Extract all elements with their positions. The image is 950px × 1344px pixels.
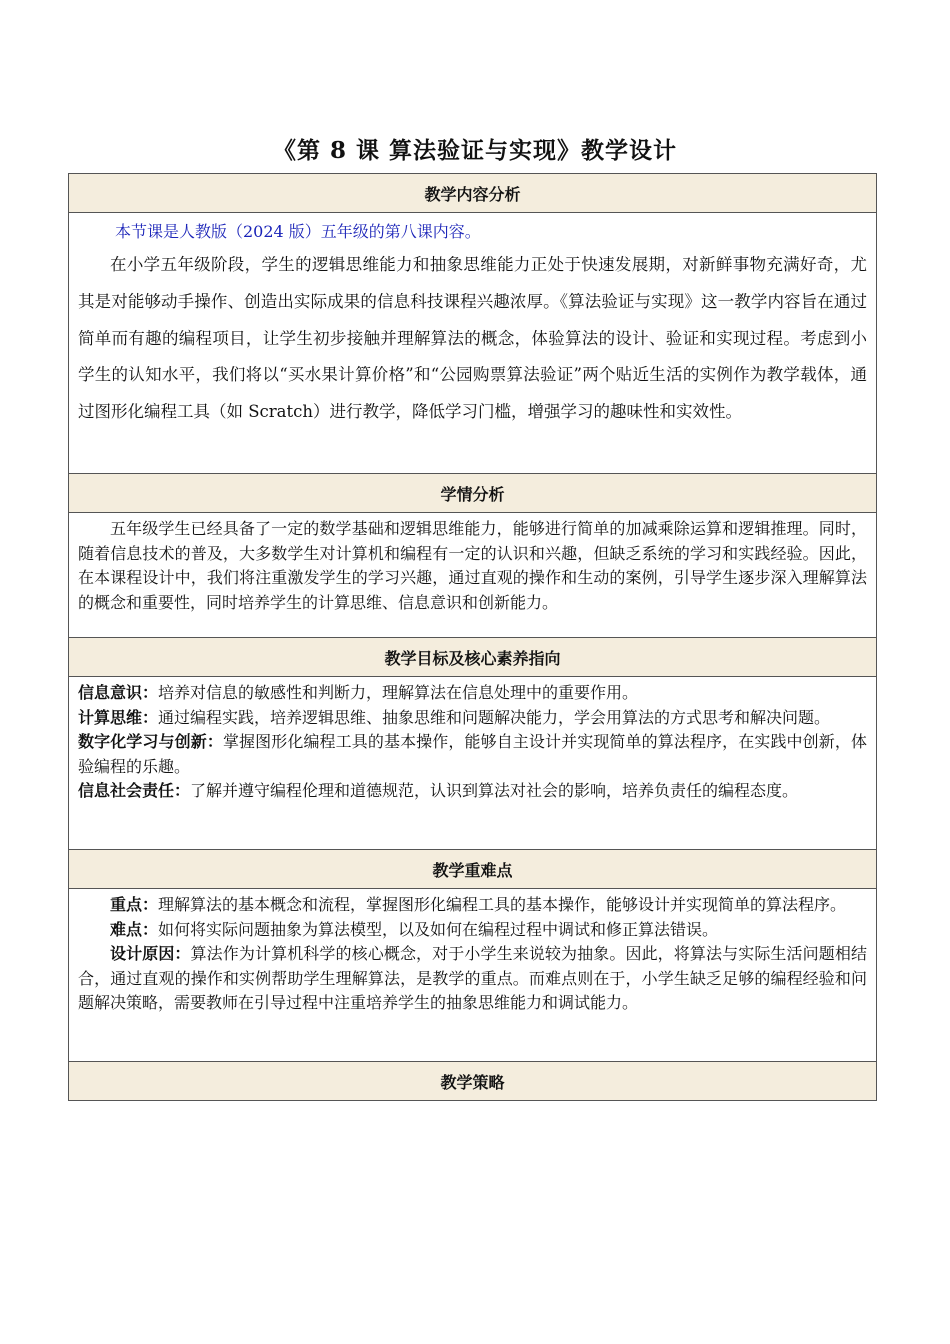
goal-item-text: 掌握图形化编程工具的基本操作，能够自主设计并实现简单的算法程序，在实践中创新，体验编程的乐趣。: [78, 732, 867, 776]
goals-cell: [69, 677, 877, 850]
content-analysis-header: [69, 174, 877, 213]
goal-item-text: 通过编程实践，培养逻辑思维、抽象思维和问题解决能力，学会用算法的方式思考和解决问题。: [158, 707, 831, 727]
goal-item-label: 信息意识：: [78, 683, 159, 702]
goal-item-label: 数字化学习与创新：: [78, 732, 223, 751]
key-point-label: 设计原因：: [110, 944, 191, 963]
goals-header-label: 教学目标及核心素养指向: [384, 648, 561, 668]
key-points-cell: [69, 889, 877, 1062]
key-point-item: [78, 893, 867, 918]
learner-analysis-body: 五年级学生已经具备了一定的数学基础和逻辑思维能力，能够进行简单的加减乘除运算和逻辑推理。同时，随着信息技术的普及，大多数学生对计算机和编程有一定的认识和兴趣，但缺乏系统的学习和实践经验。因此，在本课程设计中，我们将注重激发学生的学习兴趣，通过直观的操作和生动的案例，引导学生逐步深入理解算法的概念和重要性，同时培养学生的计算思维、信息意识和创新能力。: [78, 519, 867, 612]
key-point-item: [78, 942, 867, 1016]
document-title: 《第 8 课 算法验证与实现》教学设计: [272, 137, 678, 164]
key-point-label: 重点：: [110, 895, 159, 914]
lesson-plan-table: [68, 173, 877, 1101]
goal-item: [78, 730, 867, 779]
goal-item: [78, 706, 867, 731]
goal-item: [78, 779, 867, 804]
key-point-text: 如何将实际问题抽象为算法模型，以及如何在编程过程中调试和修正算法错误。: [158, 919, 719, 939]
content-analysis-header-label: 教学内容分析: [424, 184, 521, 204]
goal-item-text: 了解并遵守编程伦理和道德规范，认识到算法对社会的影响，培养负责任的编程态度。: [190, 781, 799, 800]
key-point-text: 理解算法的基本概念和流程，掌握图形化编程工具的基本操作，能够设计并实现简单的算法程序。: [158, 895, 847, 914]
goal-item-label: 信息社会责任：: [78, 781, 191, 800]
strategy-header: [69, 1062, 877, 1101]
content-analysis-body: 在小学五年级阶段，学生的逻辑思维能力和抽象思维能力正处于快速发展期，对新鲜事物充满好奇，尤其是对能够动手操作、创造出实际成果的信息科技课程兴趣浓厚。《算法验证与实现》这一教学内容旨在通过简单而有趣的编程项目，让学生初步接触并理解算法的概念，体验算法的设计、验证和实现过程。考虑到小学生的认知水平，我们将以“买水果计算价格”和“公园购票算法验证”两个贴近生活的实例作为教学载体，通过图形化编程工具（如 Scratch）进行教学，降低学习门槛，增强学习的趣味性和实效性。: [78, 255, 867, 422]
learner-analysis-header: [69, 474, 877, 513]
learner-analysis-header-label: 学情分析: [440, 484, 505, 504]
key-points-header-label: 教学重难点: [432, 860, 513, 880]
goals-header: [69, 638, 877, 677]
goal-item: [78, 681, 867, 706]
key-point-text: 算法作为计算机科学的核心概念，对于小学生来说较为抽象。因此，将算法与实际生活问题相结合，通过直观的操作和实例帮助学生理解算法，是教学的重点。而难点则在于，小学生缺乏足够的编程经验和问题解决策略，需要教师在引导过程中注重培养学生的抽象思维能力和调试能力。: [78, 944, 867, 1012]
key-points-header: [69, 850, 877, 889]
content-analysis-intro: 本节课是人教版（2024 版）五年级的第八课内容。: [115, 222, 481, 241]
goal-item-label: 计算思维：: [78, 707, 159, 727]
learner-analysis-cell: [69, 513, 877, 638]
key-point-label: 难点：: [110, 919, 159, 939]
strategy-header-label: 教学策略: [440, 1072, 505, 1092]
key-point-item: [78, 918, 867, 943]
goal-item-text: 培养对信息的敏感性和判断力，理解算法在信息处理中的重要作用。: [158, 683, 639, 702]
content-analysis-cell: [69, 213, 877, 474]
